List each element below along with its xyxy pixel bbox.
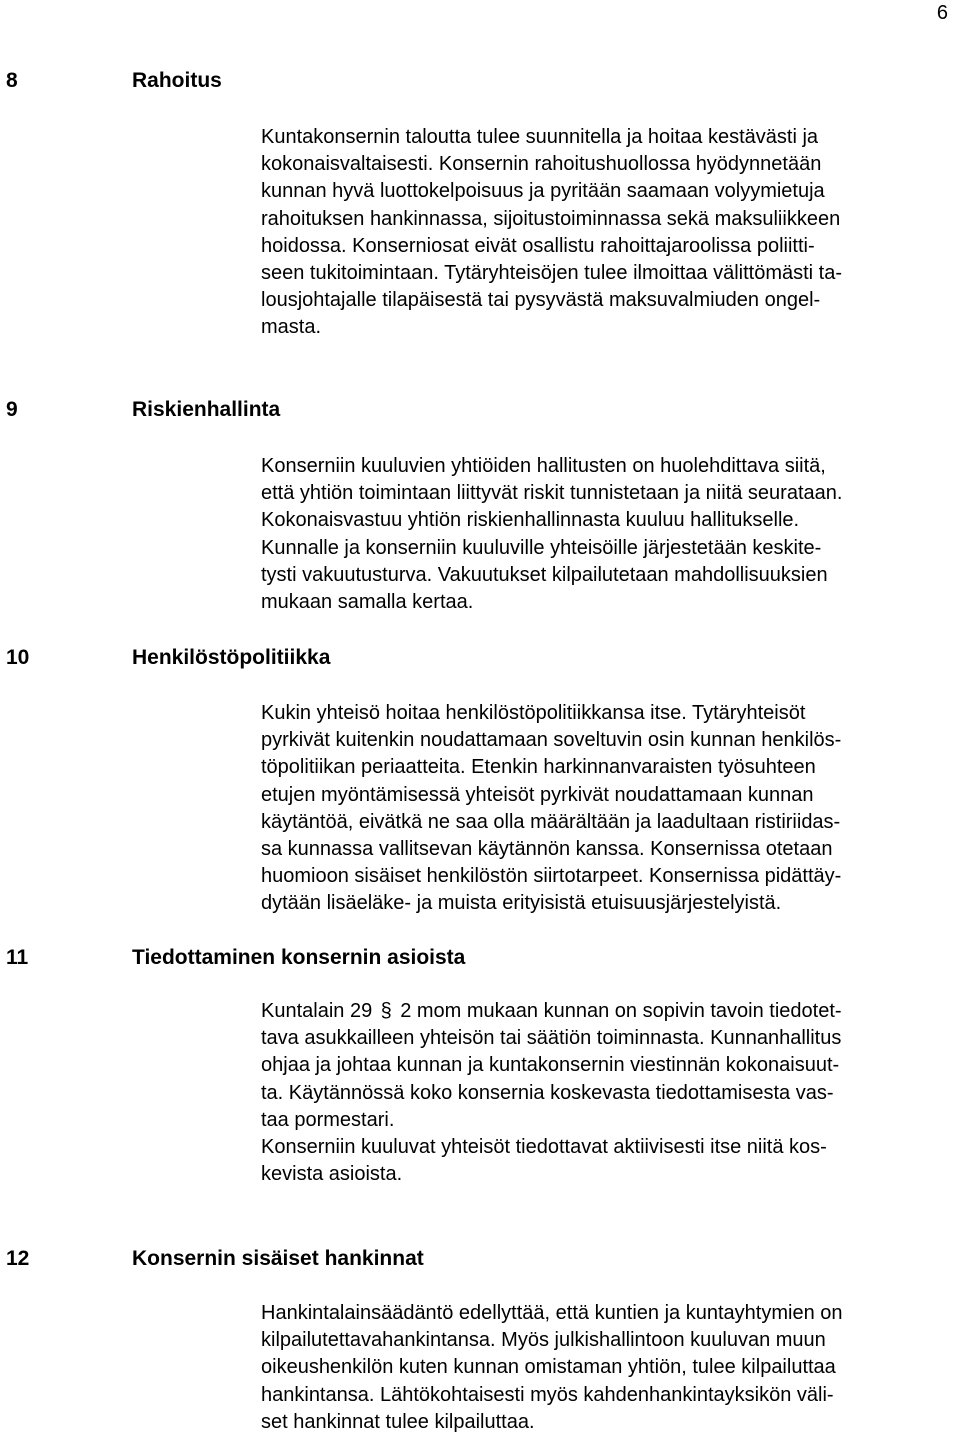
body-line — [261, 998, 957, 1025]
body-line: masta. — [261, 316, 322, 339]
section-title: Riskienhallinta — [132, 398, 281, 421]
section-body-hankinnat — [261, 1300, 957, 1436]
body-line: dytään lisäeläke- ja muista erityisistä etuisuusjärjestelyistä. — [261, 892, 782, 915]
section-number: 11 — [6, 946, 29, 969]
body-line: kokonaisvaltaisesti. Konsernin rahoitushuollossa hyödynnetään — [261, 153, 822, 176]
body-line: sa kunnassa vallitsevan käytännön kanssa. Konsernissa otetaan — [261, 838, 833, 861]
section-body-tiedottaminen — [261, 998, 957, 1188]
section-title: Tiedottaminen konsernin asioista — [132, 946, 466, 969]
section-body-rahoitus — [261, 124, 957, 342]
body-line: Kunnalle ja konserniin kuuluville yhteisöille järjestetään keskite- — [261, 536, 822, 559]
body-line: hoidossa. Konserniosat eivät osallistu rahoittajaroolissa poliitti- — [261, 234, 815, 257]
body-line: ta. Käytännössä koko konsernia koskevasta tiedottamisesta vas- — [261, 1081, 834, 1104]
section-number: 8 — [6, 69, 18, 92]
body-line: töpolitiikan periaatteita. Etenkin harkinnanvaraisten työsuhteen — [261, 756, 816, 779]
section-number: 10 — [6, 646, 30, 669]
body-line: käytäntöä, eivätkä ne saa olla määrältään ja laadultaan ristiriidas- — [261, 810, 841, 833]
body-line: ohjaa ja johtaa kunnan ja kuntakonsernin viestinnän kokonaisuut- — [261, 1054, 840, 1077]
body-line: Kokonaisvastuu yhtiön riskienhallinnasta kuuluu hallitukselle. — [261, 509, 800, 532]
body-line: huomioon sisäiset henkilöstön siirtotarpeet. Konsernissa pidättäy- — [261, 865, 842, 888]
body-line: mukaan samalla kertaa. — [261, 591, 474, 614]
body-line-end: 2 mom mukaan kunnan on sopivin tavoin tiedotet- — [400, 1000, 842, 1022]
body-line: lousjohtajalle tilapäisestä tai pysyvästä maksuvalmiuden ongel- — [261, 289, 821, 312]
section-title: Konsernin sisäiset hankinnat — [132, 1247, 424, 1270]
body-line: kevista asioista. — [261, 1163, 403, 1186]
section-body-henkilostopolitiikka — [261, 700, 957, 918]
body-line: Konserniin kuuluvien yhtiöiden hallitusten on huolehdittava siitä, — [261, 455, 826, 477]
body-line: Kukin yhteisö hoitaa henkilöstöpolitiikkansa itse. Tytäryhteisöt — [261, 702, 806, 724]
section-title: Rahoitus — [132, 69, 222, 92]
body-line: hankintansa. Lähtökohtaisesti myös kahdenhankintayksikön väli- — [261, 1383, 834, 1406]
body-line: Konserniin kuuluvat yhteisöt tiedottavat aktiivisesti itse niitä kos- — [261, 1136, 827, 1159]
section-sign: § — [380, 1000, 392, 1022]
body-line: Hankintalainsäädäntö edellyttää, että kuntien ja kuntayhtymien on — [261, 1302, 843, 1324]
page-number: 6 — [936, 2, 948, 24]
body-line: kunnan hyvä luottokelpoisuus ja pyritään saamaan volyymietuja — [261, 180, 825, 203]
body-line: taa pormestari. — [261, 1108, 395, 1131]
section-body-riskienhallinta — [261, 453, 957, 616]
body-line-start: Kuntalain 29 — [261, 1000, 373, 1022]
body-line: että yhtiön toimintaan liittyvät riskit tunnistetaan ja niitä seurataan. — [261, 482, 843, 505]
section-number: 9 — [6, 398, 18, 421]
body-line: Kuntakonsernin taloutta tulee suunnitella ja hoitaa kestävästi ja — [261, 126, 819, 148]
body-line: seen tukitoimintaan. Tytäryhteisöjen tulee ilmoittaa välittömästi ta- — [261, 262, 843, 285]
body-line: kilpailutettavahankintansa. Myös julkishallintoon kuuluvan muun — [261, 1329, 826, 1352]
body-line: oikeushenkilön kuten kunnan omistaman yhtiön, tulee kilpailuttaa — [261, 1356, 836, 1379]
body-line: set hankinnat tulee kilpailuttaa. — [261, 1410, 535, 1433]
body-line: tava asukkailleen yhteisön tai säätiön toiminnasta. Kunnanhallitus — [261, 1027, 842, 1050]
body-line: rahoituksen hankinnassa, sijoitustoiminnassa sekä maksuliikkeen — [261, 207, 841, 230]
section-number: 12 — [6, 1247, 30, 1270]
section-title: Henkilöstöpolitiikka — [132, 646, 331, 669]
body-line: etujen myöntämisessä yhteisöt pyrkivät noudattamaan kunnan — [261, 783, 814, 806]
body-line: tysti vakuutusturva. Vakuutukset kilpailutetaan mahdollisuuksien — [261, 563, 828, 586]
body-line: pyrkivät kuitenkin noudattamaan soveltuvin osin kunnan henkilös- — [261, 729, 842, 752]
